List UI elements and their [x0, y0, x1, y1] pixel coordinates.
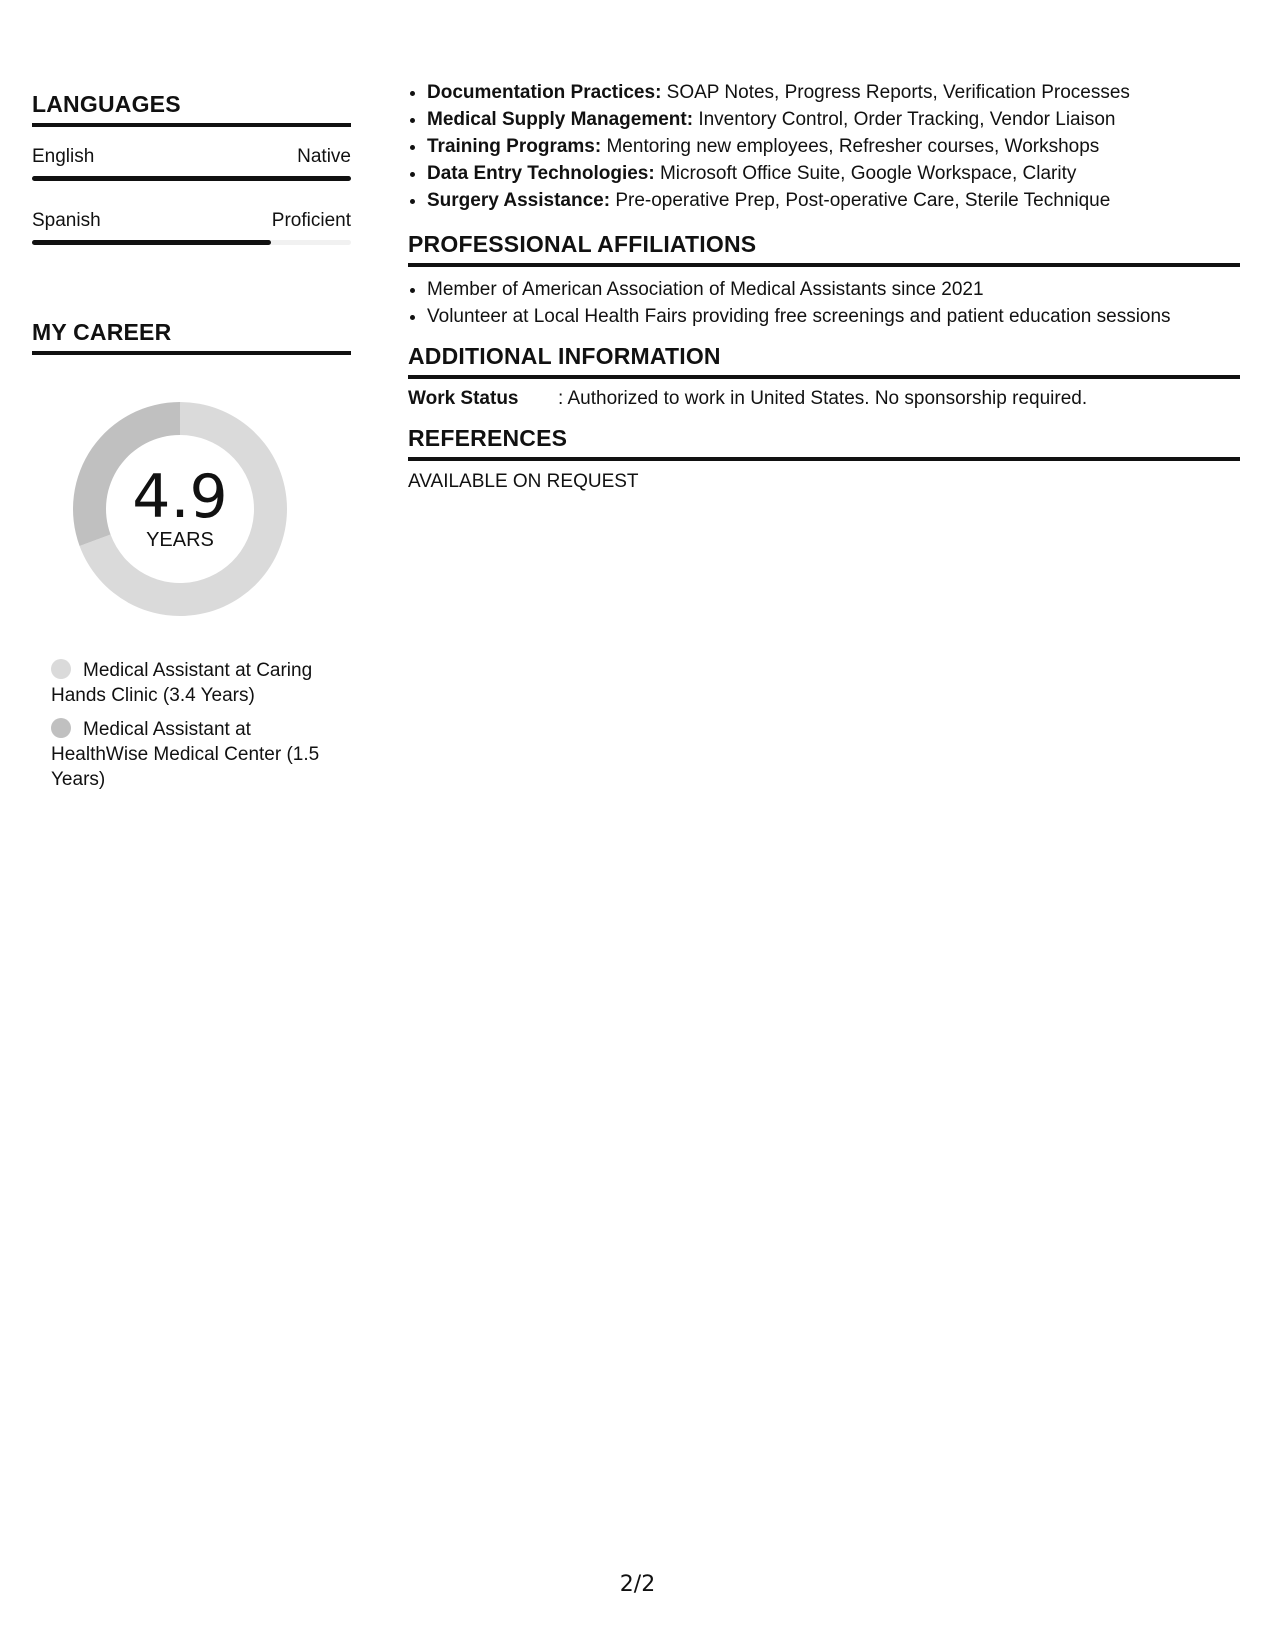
affiliations-heading: PROFESSIONAL AFFILIATIONS	[408, 230, 1240, 267]
skill-label: Surgery Assistance:	[427, 190, 611, 211]
references-heading: REFERENCES	[408, 424, 1240, 461]
skill-item	[427, 160, 1240, 187]
skill-label: Training Programs:	[427, 136, 602, 157]
additional-info-section	[408, 342, 1240, 411]
skill-item	[427, 187, 1240, 214]
legend-dot	[51, 718, 71, 738]
language-proficiency-fill	[32, 176, 351, 181]
career-legend-label: Medical Assistant at HealthWise Medical Center (1.5 Years)	[51, 719, 320, 790]
affiliations-section	[408, 230, 1240, 330]
skill-item	[427, 79, 1240, 106]
references-text: AVAILABLE ON REQUEST	[408, 471, 639, 492]
work-status-value: : Authorized to work in United States. No sponsorship required.	[558, 388, 1088, 409]
affiliations-list	[408, 276, 1240, 330]
career-section	[32, 318, 351, 801]
skill-text: Pre-operative Prep, Post-operative Care, Sterile Technique	[610, 190, 1111, 211]
career-donut-center	[67, 396, 293, 622]
career-legend	[32, 658, 351, 792]
work-status-row	[408, 387, 1240, 411]
skill-item	[427, 133, 1240, 160]
languages-section	[32, 90, 351, 245]
page-number: 2/2	[619, 1572, 656, 1597]
career-legend-label: Medical Assistant at Caring Hands Clinic (3.4 Years)	[51, 660, 313, 706]
career-donut-chart	[67, 396, 293, 622]
skill-text: Mentoring new employees, Refresher courses, Workshops	[601, 136, 1100, 157]
skill-label: Documentation Practices:	[427, 82, 662, 103]
references-section	[408, 424, 1240, 494]
affiliation-item: • Volunteer at Local Health Fairs providing free screenings and patient education sessions	[427, 303, 1240, 330]
language-proficiency-bar	[32, 240, 351, 245]
additional-info-heading: ADDITIONAL INFORMATION	[408, 342, 1240, 379]
skill-label: Data Entry Technologies:	[427, 163, 655, 184]
language-proficiency-fill	[32, 240, 271, 245]
language-name: Spanish	[32, 210, 101, 231]
skills-list	[408, 79, 1240, 214]
skill-item	[427, 106, 1240, 133]
affiliation-item: • Member of American Association of Medical Assistants since 2021	[427, 276, 1240, 303]
career-heading: MY CAREER	[32, 318, 351, 355]
skill-text: Inventory Control, Order Tracking, Vendor Liaison	[693, 109, 1116, 130]
legend-dot	[51, 659, 71, 679]
work-status-label: Work Status	[408, 388, 519, 409]
language-item-spanish	[32, 209, 351, 245]
career-legend-item	[32, 658, 351, 708]
language-level: Native	[297, 146, 351, 167]
language-level: Proficient	[271, 210, 351, 231]
language-item-english	[32, 145, 351, 181]
career-legend-item	[32, 717, 351, 792]
skill-text: SOAP Notes, Progress Reports, Verification Processes	[661, 82, 1130, 103]
language-proficiency-bar	[32, 176, 351, 181]
career-total-unit: YEARS	[146, 529, 214, 551]
language-name: English	[32, 146, 95, 167]
skill-label: Medical Supply Management:	[427, 109, 694, 130]
languages-heading: LANGUAGES	[32, 90, 351, 127]
skills-section	[408, 79, 1240, 214]
skill-text: Microsoft Office Suite, Google Workspace, Clarity	[654, 163, 1077, 184]
career-total-value: 4.9	[132, 462, 228, 532]
